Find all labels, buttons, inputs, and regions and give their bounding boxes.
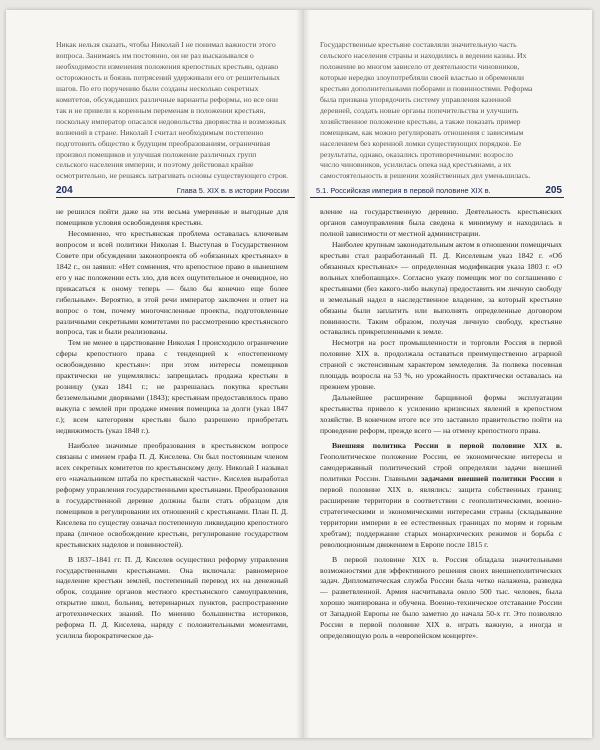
right-page-header xyxy=(306,185,592,199)
upper-text-line: осмотрительно, не решаясь затрагивать основы существующего строя. xyxy=(56,171,288,181)
paragraph-text: Геополитическое положение России, ее экономические интересы и самодержавный политический строй определяли задачи внешней политики России. Главными xyxy=(320,451,562,483)
header-rule-left xyxy=(56,197,295,198)
upper-text-line: шагов. По его поручению были созданы несколько секретных xyxy=(56,83,259,93)
upper-text-line: число чиновников, усилилась опека над крестьянами, а их xyxy=(320,160,512,170)
left-page xyxy=(6,10,301,738)
running-head-right: 5.1. Российская империя в первой половине XIX в. xyxy=(316,186,491,195)
upper-text-line: так и не привели к коренным переменам в положении крестьян, xyxy=(56,105,266,115)
upper-text-line: крестьян дополнительными поборами и повинностями. Реформа xyxy=(320,83,533,93)
upper-text-line: деревней, создать новые органы попечительства и улучшить xyxy=(320,105,519,115)
page-number-right: 205 xyxy=(545,185,562,196)
upper-text-line: Государственные крестьяне составляли значительную часть xyxy=(320,40,517,49)
body-paragraph: В 1837–1841 гг. П. Д. Киселев осуществил реформу управления государственными крестьянами. Она включала: равномерное наделение крестьян землей, постепенный перевод их на денежный оброк, создание органов местного крестьянского самоуправления, открытие школ, больниц, ветеринарных пунктов, распространение агротехнических знаний. По мнению большинства историков, реформа П. Д. Киселева, наряду с положительными моментами, усилила бюрократическое да- xyxy=(56,554,288,641)
paragraph-text: в первой половине XIX в. являлись: защита собственных границ; расширение территории в соответствии с геополитическими, военно-стратегическими и экономическими интересами страны (складывание территории империи в ее естественных границах по морям и горным хребтам); поддержание старых монархических режимов и борьба с революционным движением в Европе после 1815 г. xyxy=(320,473,562,549)
upper-text-line: произвол помещиков и улучшая положение различных групп xyxy=(56,149,257,159)
upper-text-line: подготовить общество к будущим преобразованиям, ограничивая xyxy=(56,138,271,148)
upper-text-line: помещикам, как можно регулировать отношения с зависимым xyxy=(320,127,524,137)
upper-text-line: поскольку император опасался недовольства дворянства и возможных xyxy=(56,116,287,126)
header-rule-right xyxy=(310,197,564,198)
body-paragraph: Наиболее значимые преобразования в крестьянском вопросе связаны с именем графа П. Д. Киселева. Он был постоянным членом всех секретных комитетов по крестьянскому делу. Николай I называл его «начальником штаба по крестьянской части». Киселев выработал реформу управления государственными крестьянами. Преобразования в государственной деревне должны были стать образцом для помещиков в регулировании их отношений с крестьянами. План П. Д. Киселева по существу означал постепенную ликвидацию крепостного права (личное освобождение крестьян, регулирование государством крестьянских наделов и повинностей). xyxy=(56,441,288,549)
emphasis-text: задачами внешней политики России xyxy=(421,473,555,483)
upper-text-line: волнений в стране. Николай I считал необходимым постепенно xyxy=(56,127,264,137)
book-spread xyxy=(6,10,592,738)
upper-text-line: была призвана упорядочить систему управления казенной xyxy=(320,94,511,104)
upper-text-line: вопроса. Занимаясь им постоянно, он не раз высказывался о xyxy=(56,50,254,60)
upper-text-line: комитетов, обсуждавших различные варианты реформы, но все они xyxy=(56,94,278,104)
upper-text-line: которые нередко злоупотребляли своей властью и обременяли xyxy=(320,72,525,82)
body-paragraph: вление на государственную деревню. Деятельность крестьянских органов самоуправления была сведена к минимуму и находилась в полной зависимости от местной администрации. xyxy=(320,207,562,238)
upper-text-line: Никак нельзя сказать, чтобы Николай I не понимал важности этого xyxy=(56,40,276,49)
body-paragraph: Дальнейшее расширение барщинной формы эксплуатации крестьянства привело к усилению кризисных явлений в крепостном хозяйстве. В конечном итоге все это заставило правительство пойти на проведение реформ, прежде всего — на отмену крепостного права. xyxy=(320,393,562,436)
body-paragraph: не решился пойти даже на эти весьма умеренные и выгодные для помещиков условия освобождения крестьян. xyxy=(56,207,288,227)
upper-text-line: населением без коренной ломки существующих порядков. Ее xyxy=(320,138,522,148)
upper-text-line: необходимости изменения положения крепостных крестьян, однако xyxy=(56,61,279,71)
right-page xyxy=(306,10,592,738)
upper-text-line: положение во многом зависело от деятельности чиновников, xyxy=(320,61,520,71)
upper-text-line: самостоятельность в решении хозяйственных дел уменьшилась. xyxy=(320,171,531,181)
body-paragraph xyxy=(320,441,562,551)
left-page-upper-text xyxy=(56,40,288,182)
body-paragraph: Наиболее крупным законодательным актом в отношении помещичьих крестьян стал разработанный П. Д. Киселевым указ 1842 г. «Об обязанных крестьянах» — определенная модификация указа 1803 г. «О вольных хлебопашцах». Согласно указу помещик мог по соглашению с крестьянами (без какого-либо выкупа) предоставить им личную свободу и земельный надел в наследственное владение, за который крестьяне обязаны были заплатить или выполнять определенные договором повинности. Таким образом, получая личную свободу, крестьяне оставались прикрепленными к земле. xyxy=(320,239,562,337)
upper-text-line: сельского населения империи, и поэтому действовал крайне xyxy=(56,160,254,170)
right-page-body xyxy=(320,207,562,642)
left-page-body xyxy=(56,207,288,642)
left-page-header xyxy=(6,185,301,199)
upper-text-line: сельского населения страны и находились в ведении казны. Их xyxy=(320,50,527,60)
upper-text-line: результаты, однако, оказались противоречивыми: возросло xyxy=(320,149,513,159)
page-number-left: 204 xyxy=(56,185,73,196)
body-paragraph: Тем не менее в царствование Николая I происходило ограничение сферы крепостного права с тенденцией к «постепенному освобождению крестьян»: при этом интересы помещиков практически не ущемлялись: запрещалась продажа крестьян в розницу (указ 1841 г.; не разрешалась покупка крестьян безземельными дворянами (1843); крестьянам предоставлялось право выкупа с землей при продаже имения помещика за долги (указ 1847 г.); всем категориям крестьян было разрешено приобретать недвижимость (указ 1848 г.). xyxy=(56,338,288,436)
body-paragraph: В первой половине XIX в. Россия обладала значительными возможностями для эффективного решения своих внешнеполитических задач. Дипломатическая служба России была четко налажена, разведка — разветвленной. Армия насчитывала около 500 тыс. человек, была хорошо экипирована и обучена. Военно-техническое отставание России от Западной Европы не было заметно до начала 50-х гг. Это позволяло России в первой половине XIX в. играть важную, а иногда и определяющую роль в «европейском концерте». xyxy=(320,554,562,641)
upper-text-line: хозяйственное положение крестьян, а также показать пример xyxy=(320,116,521,126)
running-head-left: Глава 5. XIX в. в истории России xyxy=(176,186,289,195)
right-page-upper-text xyxy=(320,40,562,182)
section-heading-inline: Внешняя политика России в первой половине XIX в. xyxy=(332,441,562,451)
upper-text-line: осторожность и боязнь потрясений удерживали его от решительных xyxy=(56,72,280,82)
body-paragraph: Несомненно, что крестьянская проблема оставалась ключевым вопросом и всей политики Николая I. Выступая в Государственном Совете при обсуждении законопроекта об «обязанных крестьянах» в 1842 г., он заявил: «Нет сомнения, что крепостное право в нынешнем его у нас положении есть зло, для всех ощутительное и очевидное, но прикасаться к оному теперь — было бы конечно еще более гибельным». Вероятно, в этой речи император заключен и ответ на вопрос о том, почему многочисленные проекты, подготовленные различными секретными комитетами по рассмотрению крестьянского вопроса, так и были реализованы. xyxy=(56,228,288,337)
body-paragraph: Несмотря на рост промышленности и торговли Россия в первой половине XIX в. продолжала оставаться преимущественно аграрной страной с экстенсивным характером земледелия. За полвека посевная площадь возросла на 53 %, но урожайность практически оставалась на прежнем уровне. xyxy=(320,338,562,392)
